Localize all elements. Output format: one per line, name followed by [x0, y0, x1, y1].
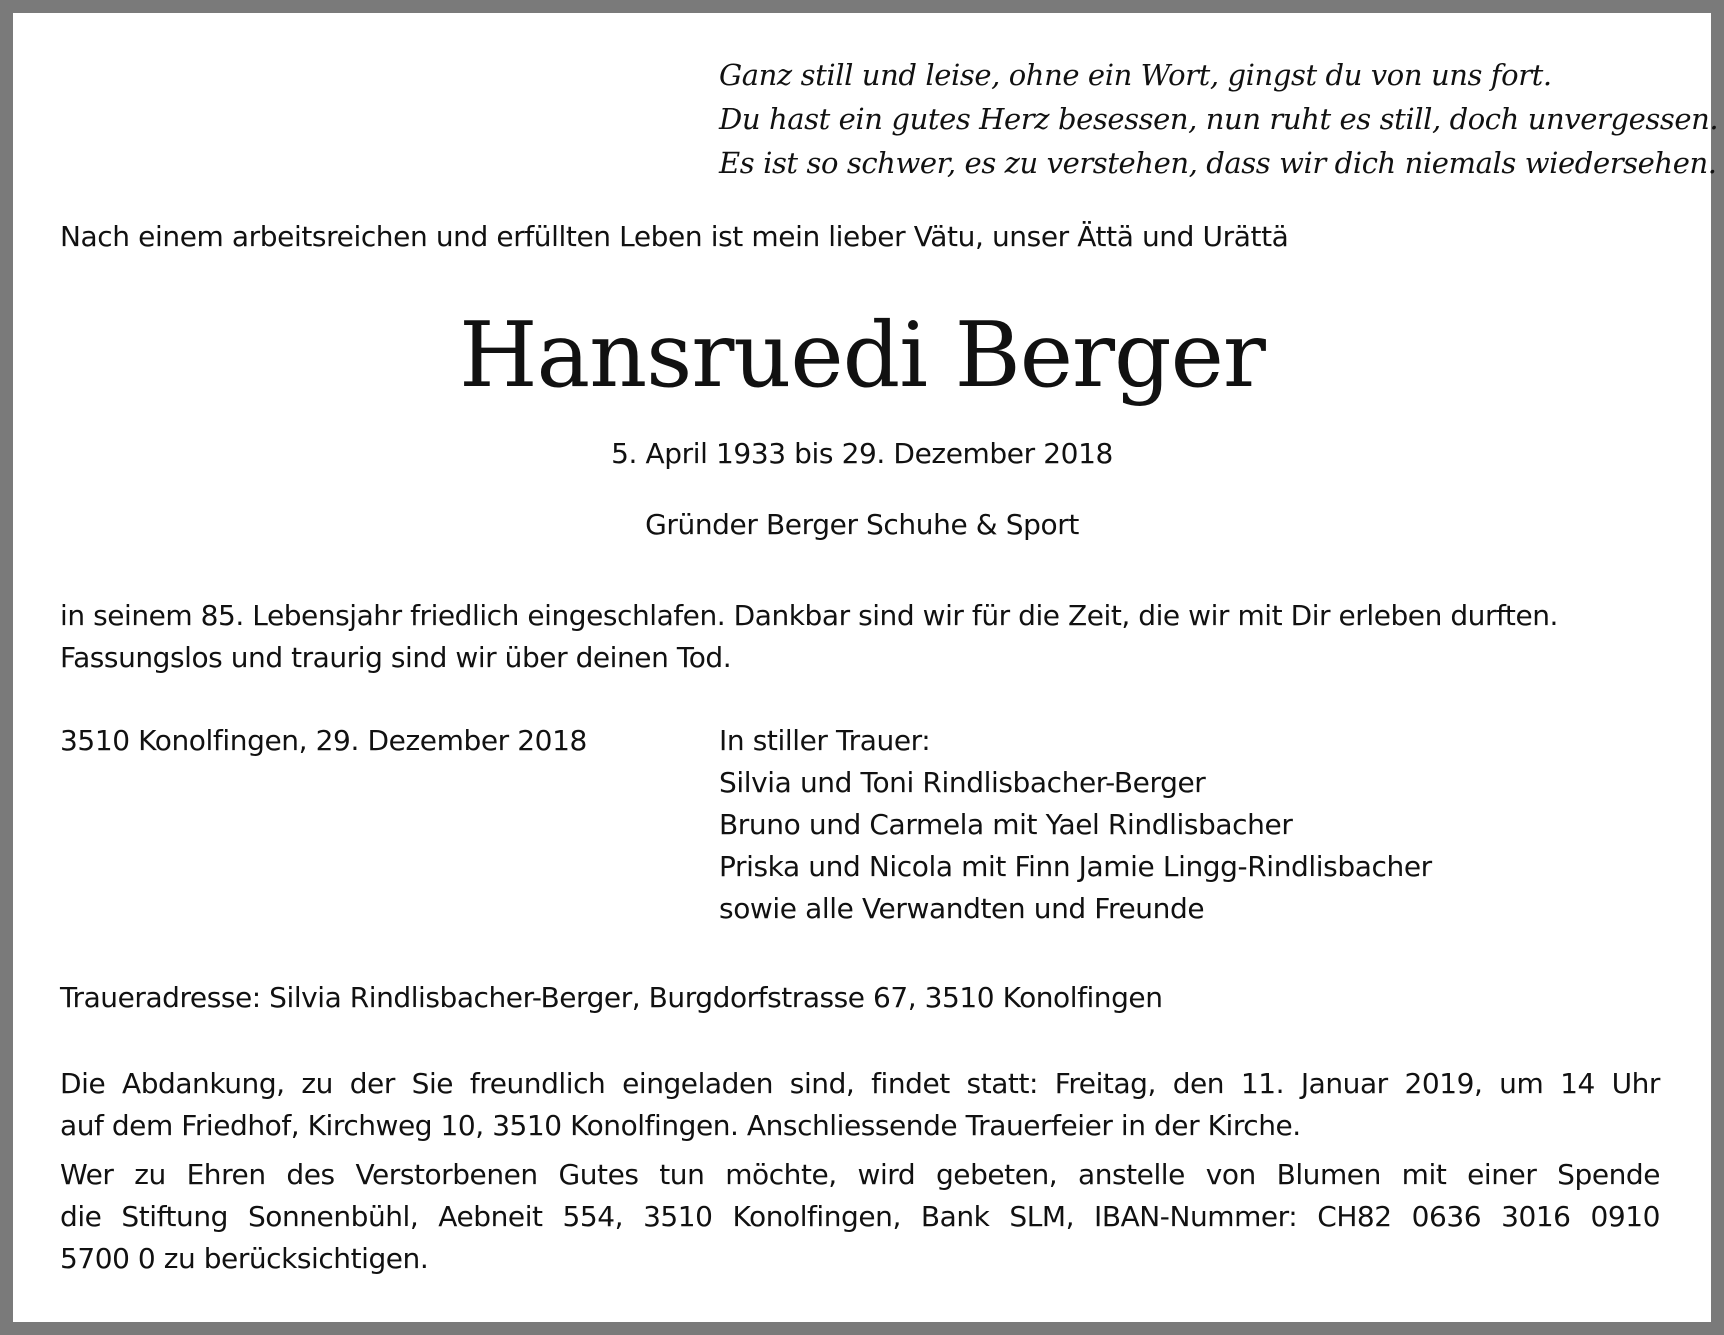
- passing-paragraph: [60, 595, 1660, 679]
- deceased-name: Hansruedi Berger: [459, 303, 1265, 408]
- poem-line: Ganz still und leise, ohne ein Wort, gingst du von uns fort.: [719, 58, 1552, 92]
- mourning-address: Traueradresse: Silvia Rindlisbacher-Berger, Burgdorfstrasse 67, 3510 Konolfingen: [60, 981, 1163, 1014]
- mourner-name: Bruno und Carmela mit Yael Rindlisbacher: [719, 808, 1293, 841]
- obituary-page: [13, 13, 1719, 1322]
- intro-text: Nach einem arbeitsreichen und erfüllten Leben ist mein lieber Vätu, unser Ättä und Urättä: [60, 220, 1289, 253]
- donation-paragraph: [60, 1154, 1660, 1280]
- founder-line: Gründer Berger Schuhe & Sport: [645, 508, 1079, 541]
- mourner-name: Silvia und Toni Rindlisbacher-Berger: [719, 766, 1206, 799]
- mourners-heading: In stiller Trauer:: [719, 724, 931, 757]
- paragraph-line: Wer zu Ehren des Verstorbenen Gutes tun möchte, wird gebeten, anstelle von Blumen mit einer Spende: [60, 1158, 1660, 1191]
- paragraph-line: Die Abdankung, zu der Sie freundlich eingeladen sind, findet statt: Freitag, den 11. Januar 2019, um 14 Uhr: [60, 1067, 1660, 1100]
- poem-line: Es ist so schwer, es zu verstehen, dass wir dich niemals wiedersehen.: [719, 146, 1717, 180]
- ceremony-paragraph: [60, 1063, 1660, 1147]
- poem: [719, 53, 1718, 185]
- paragraph-line: die Stiftung Sonnenbühl, Aebneit 554, 3510 Konolfingen, Bank SLM, IBAN-Nummer: CH82 0636 3016 0910: [60, 1200, 1660, 1233]
- life-dates: 5. April 1933 bis 29. Dezember 2018: [611, 437, 1113, 470]
- paragraph-line: auf dem Friedhof, Kirchweg 10, 3510 Konolfingen. Anschliessende Trauerfeier in der Kirche.: [60, 1109, 1301, 1142]
- poem-line: Du hast ein gutes Herz besessen, nun ruht es still, doch unvergessen.: [719, 102, 1719, 136]
- paragraph-line: in seinem 85. Lebensjahr friedlich eingeschlafen. Dankbar sind wir für die Zeit, die wir mit Dir erleben durften.: [60, 599, 1558, 632]
- place-date: 3510 Konolfingen, 29. Dezember 2018: [60, 724, 587, 757]
- mourner-name: sowie alle Verwandten und Freunde: [719, 892, 1205, 925]
- paragraph-line: Fassungslos und traurig sind wir über deinen Tod.: [60, 641, 732, 674]
- paragraph-line: 5700 0 zu berücksichtigen.: [60, 1242, 429, 1275]
- mourner-name: Priska und Nicola mit Finn Jamie Lingg-Rindlisbacher: [719, 850, 1432, 883]
- mourners-list: [719, 720, 1432, 930]
